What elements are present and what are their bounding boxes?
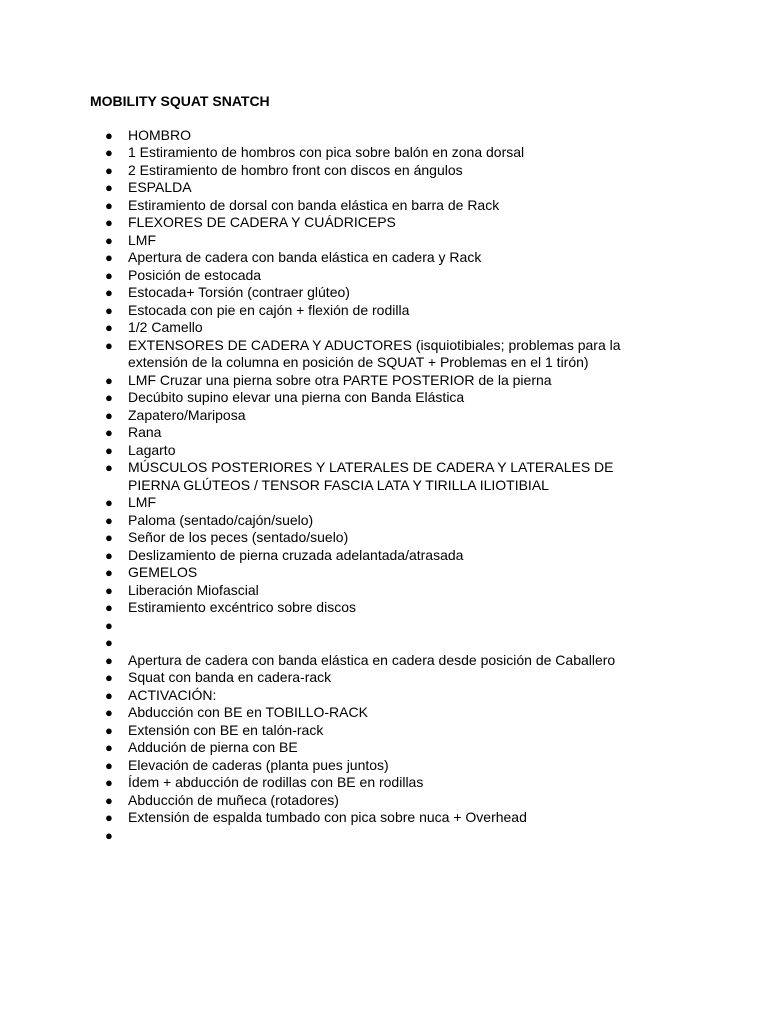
bullet-dot-icon: ● [105,652,113,668]
list-item [0,249,640,267]
list-item [0,529,640,547]
bullet-dot-icon: ● [105,302,113,318]
bullet-list [0,127,768,845]
list-item [0,669,640,687]
list-item-text: LMF [128,494,156,510]
list-item [0,214,640,232]
list-item [0,722,640,740]
list-item-text: Estocada+ Torsión (contraer glúteo) [128,284,350,300]
list-item-text: Paloma (sentado/cajón/suelo) [128,511,314,528]
list-item [0,739,640,757]
list-item-text: Extensión de espalda tumbado con pica sobre nuca + Overhead [128,809,527,825]
bullet-dot-icon: ● [105,267,113,283]
list-item-text: HOMBRO [128,126,191,143]
bullet-dot-icon: ● [105,600,113,615]
bullet-dot-icon: ● [105,145,113,160]
bullet-dot-icon: ● [105,530,113,545]
bullet-dot-icon: ● [105,495,113,510]
list-item [0,144,640,162]
bullet-dot-icon: ● [105,320,113,335]
list-item [0,582,640,600]
list-item-text: Posición de estocada [128,266,262,283]
list-item [0,302,640,320]
list-item [0,704,640,722]
bullet-dot-icon: ● [105,337,113,353]
bullet-dot-icon: ● [105,390,113,405]
list-item-text: 1 Estiramiento de hombros con pica sobre balón en zona dorsal [128,144,525,160]
list-item-text: Estiramiento de dorsal con banda elástica en barra de Rack [128,196,500,213]
bullet-dot-icon: ● [105,775,113,790]
list-item [0,792,640,810]
bullet-dot-icon: ● [105,670,113,685]
list-item-text: Zapatero/Mariposa [128,406,246,423]
list-item-text: 1/2 Camello [128,319,203,335]
bullet-dot-icon: ● [105,547,113,563]
list-item-text: MÚSCULOS POSTERIORES Y LATERALES DE CADERA Y LATERALES DE PIERNA GLÚTEOS / TENSOR FASCIA LATA Y TIRILLA ILIOTIBIAL [128,459,614,493]
bullet-dot-icon: ● [105,285,113,300]
list-item-text: Decúbito supino elevar una pierna con Banda Elástica [128,389,465,405]
list-item [0,372,640,390]
bullet-dot-icon: ● [105,722,113,738]
list-item [0,652,640,670]
bullet-dot-icon: ● [105,372,113,388]
list-item-text: Squat con banda en cadera-rack [128,669,332,685]
bullet-dot-icon: ● [105,197,113,213]
bullet-dot-icon: ● [105,127,113,143]
list-item-text: Señor de los peces (sentado/suelo) [128,529,349,545]
list-item-text: Lagarto [128,441,176,458]
list-item-text: Abducción de muñeca (rotadores) [128,791,339,808]
document-title: MOBILITY SQUAT SNATCH [90,93,270,109]
list-item-text: Addución de pierna con BE [128,739,298,755]
bullet-dot-icon: ● [105,442,113,458]
list-item-text: Liberación Miofascial [128,581,259,598]
list-item-text: Rana [128,424,162,440]
list-item-text: EXTENSORES DE CADERA Y ADUCTORES (isquiotibiales; problemas para la extensión de la columna en posición de SQUAT + Problemas en el 1 tirón) [128,336,621,370]
list-item [0,599,640,617]
list-item-text: Deslizamiento de pierna cruzada adelantada/atrasada [128,546,464,563]
list-item-text: Abducción con BE en TOBILLO-RACK [128,704,368,720]
list-item [0,424,640,442]
bullet-dot-icon: ● [105,565,113,580]
list-item [0,319,640,337]
list-item-text: LMF [128,231,156,248]
list-item [0,687,640,705]
list-item [0,774,640,792]
list-item [0,459,640,494]
list-item-text: Apertura de cadera con banda elástica en cadera desde posición de Caballero [128,651,616,668]
list-item [0,564,640,582]
list-item [0,197,640,215]
list-item [0,162,640,180]
bullet-dot-icon: ● [105,215,113,230]
list-item-text: ACTIVACIÓN: [128,686,217,703]
list-item [0,827,640,845]
list-item-text: Ídem + abducción de rodillas con BE en rodillas [128,774,424,790]
list-item [0,389,640,407]
list-item [0,809,640,827]
bullet-dot-icon: ● [105,705,113,720]
list-item [0,407,640,425]
list-item [0,127,640,145]
bullet-dot-icon: ● [105,757,113,773]
bullet-dot-icon: ● [105,180,113,195]
list-item [0,617,640,635]
bullet-dot-icon: ● [105,250,113,265]
list-item [0,442,640,460]
bullet-dot-icon: ● [105,827,113,843]
list-item [0,267,640,285]
list-item [0,757,640,775]
bullet-dot-icon: ● [105,687,113,703]
list-item-text: Estiramiento excéntrico sobre discos [128,599,356,615]
bullet-dot-icon: ● [105,512,113,528]
bullet-dot-icon: ● [105,810,113,825]
list-item [0,512,640,530]
list-item [0,634,640,652]
bullet-dot-icon: ● [105,162,113,178]
list-item-text: Apertura de cadera con banda elástica en cadera y Rack [128,249,482,265]
list-item [0,337,640,372]
list-item-text: Extensión con BE en talón-rack [128,721,324,738]
bullet-dot-icon: ● [105,460,113,475]
list-item-text: 2 Estiramiento de hombro front con discos en ángulos [128,161,463,178]
list-item [0,179,640,197]
bullet-dot-icon: ● [105,617,113,633]
list-item [0,284,640,302]
list-item-text: Elevación de caderas (planta pues juntos) [128,756,389,773]
bullet-dot-icon: ● [105,582,113,598]
list-item [0,547,640,565]
bullet-dot-icon: ● [105,407,113,423]
list-item [0,232,640,250]
list-item [0,494,640,512]
bullet-dot-icon: ● [105,740,113,755]
list-item-text: LMF Cruzar una pierna sobre otra PARTE POSTERIOR de la pierna [128,371,552,388]
bullet-dot-icon: ● [105,425,113,440]
bullet-dot-icon: ● [105,635,113,650]
list-item-text: ESPALDA [128,179,192,195]
list-item-text: Estocada con pie en cajón + flexión de rodilla [128,301,410,318]
bullet-dot-icon: ● [105,792,113,808]
list-item-text: GEMELOS [128,564,198,580]
list-item-text: FLEXORES DE CADERA Y CUÁDRICEPS [128,214,396,230]
bullet-dot-icon: ● [105,232,113,248]
